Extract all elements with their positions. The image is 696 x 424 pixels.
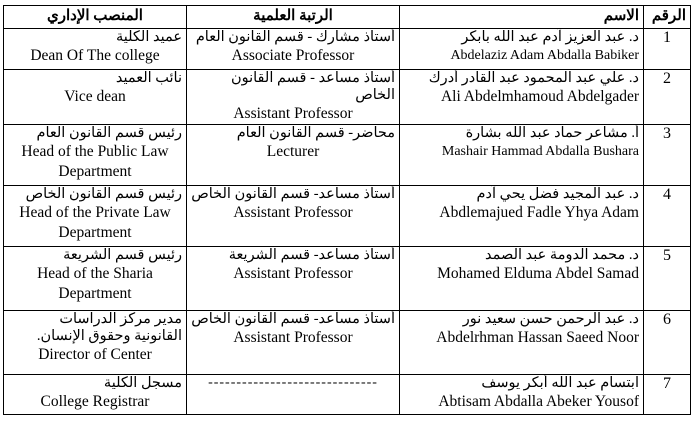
name-en: Abdelaziz Adam Abdalla Babiker <box>450 48 639 63</box>
staff-table <box>3 5 691 415</box>
name-en: Abtisam Abdalla Abeker Yousof <box>438 393 639 410</box>
position-cell <box>4 70 187 125</box>
position-en: College Registrar <box>40 393 150 410</box>
header-number: الرقم <box>644 6 691 29</box>
rank-cell <box>187 247 400 311</box>
position-ar: رئيس قسم القانون العام <box>36 125 182 141</box>
rank-cell <box>187 29 400 70</box>
position-ar: مدير مركز الدراسات القانونية وحقوق الإنسان. <box>36 311 182 344</box>
rank-ar: أستاذ مساعد- قسم القانون الخاص <box>191 186 395 202</box>
position-en: Vice dean <box>64 88 126 105</box>
rank-ar: أستاذ مساعد- قسم القانون الخاص <box>191 311 395 327</box>
position-ar: مسجل الكلية <box>103 375 182 391</box>
table-row <box>4 311 691 375</box>
rank-ar: أستاذ مشارك - قسم القانون العام <box>195 29 395 45</box>
position-cell <box>4 125 187 186</box>
rank-ar: أستاذ مساعد - قسم القانون الخاص <box>230 70 395 103</box>
position-ar: رئيس قسم القانون الخاص <box>25 186 182 202</box>
name-ar: أ. مشاعر حماد عبد الله بشارة <box>465 125 639 141</box>
position-cell <box>4 186 187 247</box>
position-cell <box>4 375 187 415</box>
row-number: 2 <box>644 70 691 125</box>
position-cell <box>4 29 187 70</box>
row-number: 6 <box>644 311 691 375</box>
position-en: Dean Of The college <box>30 47 160 64</box>
rank-cell <box>187 186 400 247</box>
table-row <box>4 125 691 186</box>
name-ar: ابتسام عبد الله أبكر يوسف <box>481 375 639 391</box>
name-cell <box>400 29 644 70</box>
name-en: Ali Abdelmhamoud Abdelgader <box>440 88 639 105</box>
name-en: Mashair Hammad Abdalla Bushara <box>441 144 639 159</box>
rank-cell <box>187 311 400 375</box>
name-ar: د. علي عبد المحمود عبد القادر أدرك <box>428 70 639 86</box>
name-cell <box>400 375 644 415</box>
rank-en: Lecturer <box>266 143 320 160</box>
name-ar: د. عبد الرحمن حسن سعيد نور <box>462 311 639 327</box>
name-cell <box>400 311 644 375</box>
name-cell <box>400 247 644 311</box>
rank-ar: محاضر- قسم القانون العام <box>236 125 395 141</box>
table-row <box>4 186 691 247</box>
name-cell <box>400 125 644 186</box>
rank-placeholder: ------------------------------ <box>187 375 400 415</box>
rank-en: Associate Professor <box>231 47 355 64</box>
table-row <box>4 70 691 125</box>
position-ar: رئيس قسم الشريعة <box>63 247 182 263</box>
rank-cell <box>187 125 400 186</box>
position-cell <box>4 247 187 311</box>
header-row <box>4 6 691 29</box>
row-number: 1 <box>644 29 691 70</box>
name-ar: د. عبد العزيز آدم عبد الله بابكر <box>461 29 639 45</box>
rank-en: Assistant Professor <box>233 265 353 282</box>
row-number: 4 <box>644 186 691 247</box>
header-rank: الرتبة العلمية <box>187 6 400 29</box>
position-en: Head of the Private Law Department <box>19 204 171 241</box>
rank-ar: أستاذ مساعد- قسم الشريعة <box>228 247 395 263</box>
position-ar: عميد الكلية <box>115 29 182 45</box>
table-row <box>4 247 691 311</box>
row-number: 3 <box>644 125 691 186</box>
header-name: الاسم <box>400 6 644 29</box>
rank-en: Assistant Professor <box>233 105 353 122</box>
position-en: Head of the Public Law Department <box>21 143 169 180</box>
position-cell <box>4 311 187 375</box>
rank-en: Assistant Professor <box>233 204 353 221</box>
row-number: 5 <box>644 247 691 311</box>
name-en: Abdlemajued Fadle Yhya Adam <box>439 204 639 221</box>
position-ar: نائب العميد <box>115 70 182 86</box>
name-ar: د. عبد المجيد فضل يحي آدم <box>476 186 639 202</box>
table-row <box>4 29 691 70</box>
table-row <box>4 375 691 415</box>
row-number: 7 <box>644 375 691 415</box>
name-en: Mohamed Elduma Abdel Samad <box>437 265 639 282</box>
rank-cell <box>187 70 400 125</box>
name-cell <box>400 186 644 247</box>
rank-en: Assistant Professor <box>233 329 353 346</box>
name-cell <box>400 70 644 125</box>
header-position: المنصب الإداري <box>4 6 187 29</box>
name-ar: د. محمد الدومة عبد الصمد <box>485 247 639 263</box>
position-en: Director of Center <box>38 346 152 363</box>
position-en: Head of the Sharia Department <box>37 265 153 302</box>
name-en: Abdelrhman Hassan Saeed Noor <box>436 329 639 346</box>
